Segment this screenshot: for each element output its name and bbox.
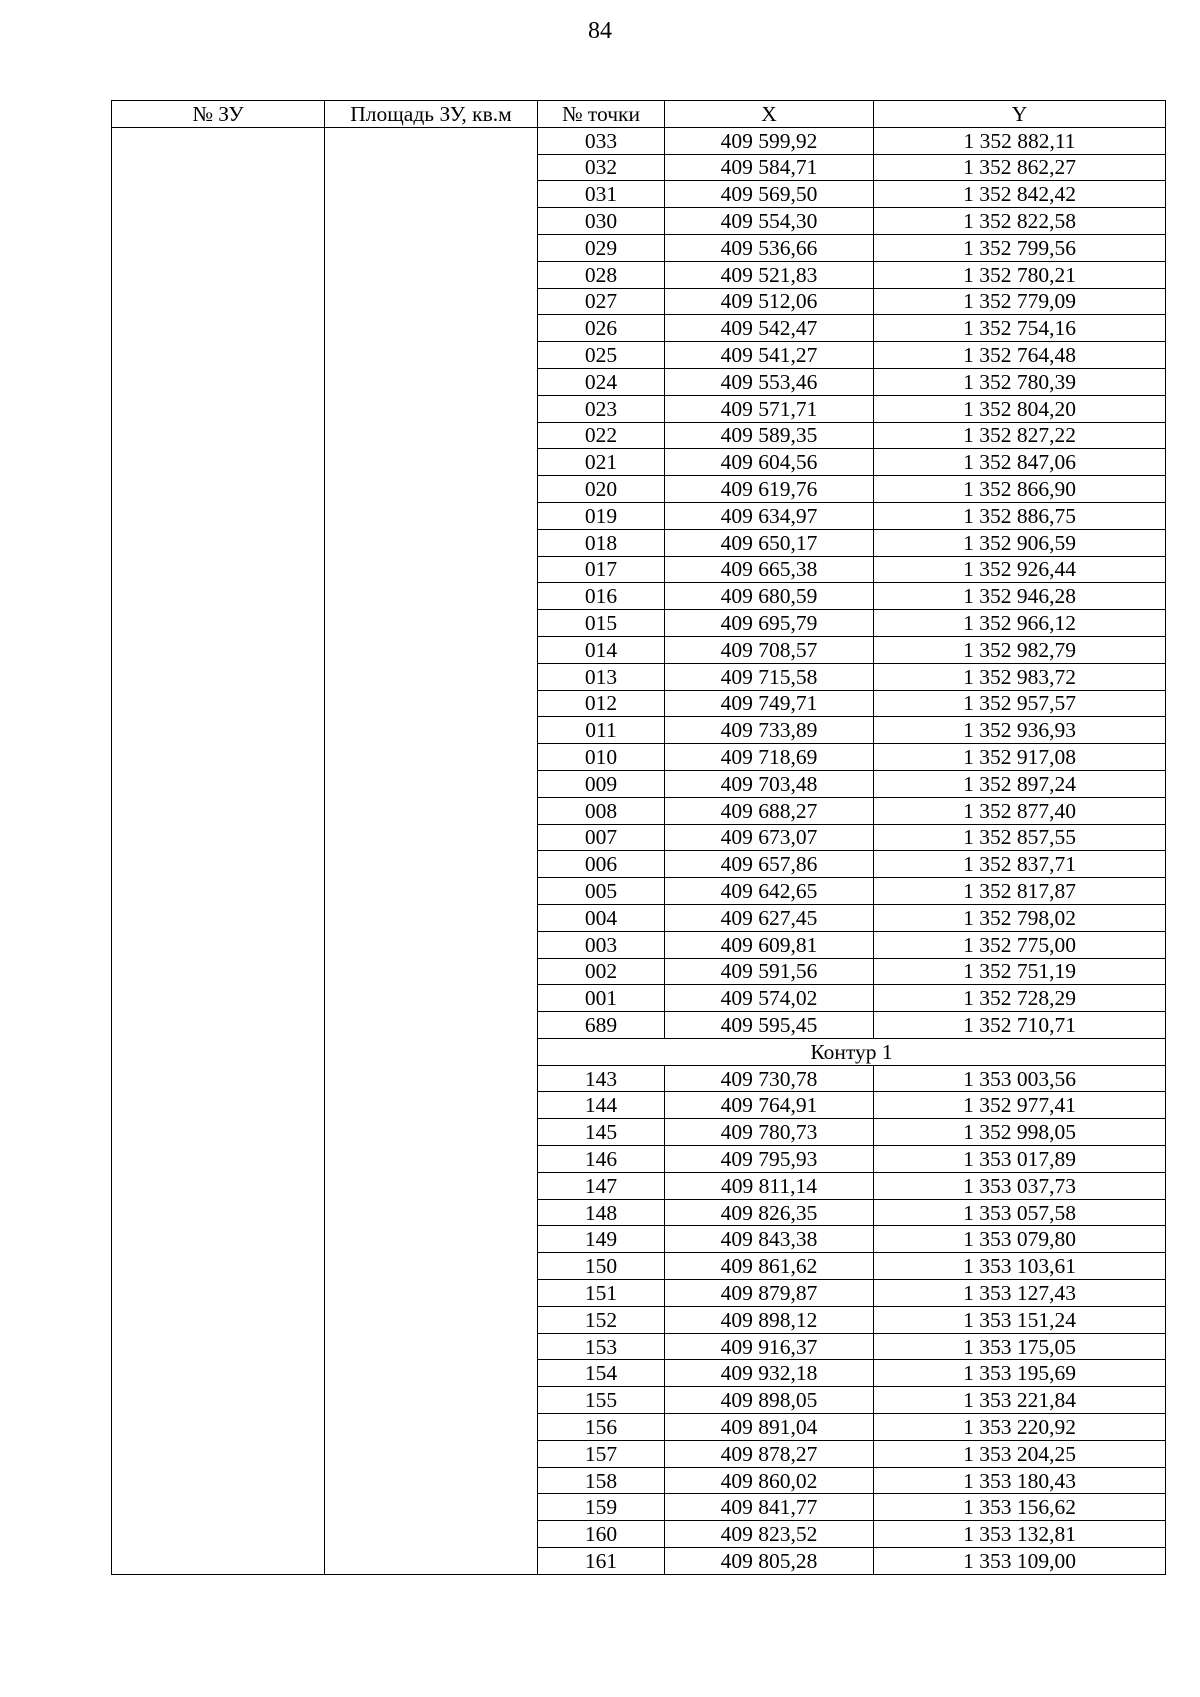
x-coordinate-cell: 409 898,05	[665, 1387, 874, 1414]
y-coordinate-cell: 1 352 866,90	[874, 476, 1166, 503]
point-number-cell: 146	[538, 1146, 665, 1173]
x-coordinate-cell: 409 826,35	[665, 1199, 874, 1226]
header-area: Площадь ЗУ, кв.м	[325, 101, 538, 128]
y-coordinate-cell: 1 352 982,79	[874, 636, 1166, 663]
y-coordinate-cell: 1 352 842,42	[874, 181, 1166, 208]
point-number-cell: 147	[538, 1172, 665, 1199]
y-coordinate-cell: 1 352 710,71	[874, 1012, 1166, 1039]
x-coordinate-cell: 409 695,79	[665, 610, 874, 637]
x-coordinate-cell: 409 879,87	[665, 1280, 874, 1307]
y-coordinate-cell: 1 353 180,43	[874, 1467, 1166, 1494]
point-number-cell: 151	[538, 1280, 665, 1307]
x-coordinate-cell: 409 749,71	[665, 690, 874, 717]
x-coordinate-cell: 409 541,27	[665, 342, 874, 369]
x-coordinate-cell: 409 891,04	[665, 1414, 874, 1441]
x-coordinate-cell: 409 673,07	[665, 824, 874, 851]
y-coordinate-cell: 1 353 003,56	[874, 1065, 1166, 1092]
x-coordinate-cell: 409 795,93	[665, 1146, 874, 1173]
x-coordinate-cell: 409 589,35	[665, 422, 874, 449]
header-zu-number: № ЗУ	[112, 101, 325, 128]
x-coordinate-cell: 409 823,52	[665, 1521, 874, 1548]
point-number-cell: 009	[538, 770, 665, 797]
x-coordinate-cell: 409 553,46	[665, 368, 874, 395]
point-number-cell: 154	[538, 1360, 665, 1387]
point-number-cell: 001	[538, 985, 665, 1012]
y-coordinate-cell: 1 352 917,08	[874, 744, 1166, 771]
y-coordinate-cell: 1 352 946,28	[874, 583, 1166, 610]
y-coordinate-cell: 1 352 998,05	[874, 1119, 1166, 1146]
x-coordinate-cell: 409 591,56	[665, 958, 874, 985]
point-number-cell: 031	[538, 181, 665, 208]
y-coordinate-cell: 1 352 837,71	[874, 851, 1166, 878]
point-number-cell: 029	[538, 234, 665, 261]
point-number-cell: 689	[538, 1012, 665, 1039]
x-coordinate-cell: 409 764,91	[665, 1092, 874, 1119]
y-coordinate-cell: 1 353 220,92	[874, 1414, 1166, 1441]
area-cell	[325, 127, 538, 1574]
point-number-cell: 003	[538, 931, 665, 958]
x-coordinate-cell: 409 811,14	[665, 1172, 874, 1199]
point-number-cell: 144	[538, 1092, 665, 1119]
y-coordinate-cell: 1 352 798,02	[874, 904, 1166, 931]
x-coordinate-cell: 409 634,97	[665, 502, 874, 529]
x-coordinate-cell: 409 916,37	[665, 1333, 874, 1360]
x-coordinate-cell: 409 657,86	[665, 851, 874, 878]
point-number-cell: 027	[538, 288, 665, 315]
y-coordinate-cell: 1 352 906,59	[874, 529, 1166, 556]
point-number-cell: 032	[538, 154, 665, 181]
point-number-cell: 156	[538, 1414, 665, 1441]
y-coordinate-cell: 1 352 822,58	[874, 208, 1166, 235]
header-x: X	[665, 101, 874, 128]
point-number-cell: 016	[538, 583, 665, 610]
x-coordinate-cell: 409 932,18	[665, 1360, 874, 1387]
point-number-cell: 020	[538, 476, 665, 503]
y-coordinate-cell: 1 352 926,44	[874, 556, 1166, 583]
x-coordinate-cell: 409 521,83	[665, 261, 874, 288]
coordinates-table	[111, 100, 1166, 1575]
y-coordinate-cell: 1 352 799,56	[874, 234, 1166, 261]
x-coordinate-cell: 409 898,12	[665, 1306, 874, 1333]
x-coordinate-cell: 409 650,17	[665, 529, 874, 556]
y-coordinate-cell: 1 353 204,25	[874, 1440, 1166, 1467]
y-coordinate-cell: 1 352 886,75	[874, 502, 1166, 529]
y-coordinate-cell: 1 352 751,19	[874, 958, 1166, 985]
y-coordinate-cell: 1 353 195,69	[874, 1360, 1166, 1387]
point-number-cell: 018	[538, 529, 665, 556]
x-coordinate-cell: 409 512,06	[665, 288, 874, 315]
page-number: 84	[588, 18, 612, 44]
y-coordinate-cell: 1 352 827,22	[874, 422, 1166, 449]
point-number-cell: 159	[538, 1494, 665, 1521]
x-coordinate-cell: 409 688,27	[665, 797, 874, 824]
point-number-cell: 019	[538, 502, 665, 529]
point-number-cell: 033	[538, 127, 665, 154]
y-coordinate-cell: 1 352 862,27	[874, 154, 1166, 181]
y-coordinate-cell: 1 352 847,06	[874, 449, 1166, 476]
y-coordinate-cell: 1 353 127,43	[874, 1280, 1166, 1307]
x-coordinate-cell: 409 542,47	[665, 315, 874, 342]
y-coordinate-cell: 1 352 983,72	[874, 663, 1166, 690]
y-coordinate-cell: 1 352 780,21	[874, 261, 1166, 288]
point-number-cell: 157	[538, 1440, 665, 1467]
point-number-cell: 150	[538, 1253, 665, 1280]
y-coordinate-cell: 1 353 037,73	[874, 1172, 1166, 1199]
x-coordinate-cell: 409 715,58	[665, 663, 874, 690]
x-coordinate-cell: 409 780,73	[665, 1119, 874, 1146]
table-row	[112, 127, 1166, 154]
y-coordinate-cell: 1 352 857,55	[874, 824, 1166, 851]
x-coordinate-cell: 409 733,89	[665, 717, 874, 744]
header-y: Y	[874, 101, 1166, 128]
y-coordinate-cell: 1 352 957,57	[874, 690, 1166, 717]
x-coordinate-cell: 409 860,02	[665, 1467, 874, 1494]
point-number-cell: 023	[538, 395, 665, 422]
y-coordinate-cell: 1 353 017,89	[874, 1146, 1166, 1173]
x-coordinate-cell: 409 805,28	[665, 1548, 874, 1575]
x-coordinate-cell: 409 574,02	[665, 985, 874, 1012]
x-coordinate-cell: 409 843,38	[665, 1226, 874, 1253]
x-coordinate-cell: 409 642,65	[665, 878, 874, 905]
x-coordinate-cell: 409 571,71	[665, 395, 874, 422]
y-coordinate-cell: 1 352 764,48	[874, 342, 1166, 369]
point-number-cell: 025	[538, 342, 665, 369]
zu-number-cell	[112, 127, 325, 1574]
point-number-cell: 010	[538, 744, 665, 771]
x-coordinate-cell: 409 599,92	[665, 127, 874, 154]
y-coordinate-cell: 1 353 156,62	[874, 1494, 1166, 1521]
point-number-cell: 013	[538, 663, 665, 690]
point-number-cell: 004	[538, 904, 665, 931]
x-coordinate-cell: 409 665,38	[665, 556, 874, 583]
point-number-cell: 021	[538, 449, 665, 476]
point-number-cell: 006	[538, 851, 665, 878]
point-number-cell: 011	[538, 717, 665, 744]
y-coordinate-cell: 1 352 977,41	[874, 1092, 1166, 1119]
x-coordinate-cell: 409 536,66	[665, 234, 874, 261]
y-coordinate-cell: 1 353 057,58	[874, 1199, 1166, 1226]
contour-label: Контур 1	[538, 1038, 1166, 1065]
y-coordinate-cell: 1 352 877,40	[874, 797, 1166, 824]
y-coordinate-cell: 1 353 151,24	[874, 1306, 1166, 1333]
point-number-cell: 015	[538, 610, 665, 637]
x-coordinate-cell: 409 609,81	[665, 931, 874, 958]
point-number-cell: 158	[538, 1467, 665, 1494]
point-number-cell: 005	[538, 878, 665, 905]
point-number-cell: 149	[538, 1226, 665, 1253]
point-number-cell: 002	[538, 958, 665, 985]
x-coordinate-cell: 409 841,77	[665, 1494, 874, 1521]
y-coordinate-cell: 1 352 882,11	[874, 127, 1166, 154]
y-coordinate-cell: 1 352 936,93	[874, 717, 1166, 744]
point-number-cell: 024	[538, 368, 665, 395]
point-number-cell: 145	[538, 1119, 665, 1146]
y-coordinate-cell: 1 353 132,81	[874, 1521, 1166, 1548]
y-coordinate-cell: 1 352 728,29	[874, 985, 1166, 1012]
x-coordinate-cell: 409 861,62	[665, 1253, 874, 1280]
point-number-cell: 161	[538, 1548, 665, 1575]
y-coordinate-cell: 1 352 754,16	[874, 315, 1166, 342]
point-number-cell: 148	[538, 1199, 665, 1226]
x-coordinate-cell: 409 680,59	[665, 583, 874, 610]
point-number-cell: 022	[538, 422, 665, 449]
point-number-cell: 007	[538, 824, 665, 851]
y-coordinate-cell: 1 352 779,09	[874, 288, 1166, 315]
y-coordinate-cell: 1 352 966,12	[874, 610, 1166, 637]
y-coordinate-cell: 1 353 221,84	[874, 1387, 1166, 1414]
y-coordinate-cell: 1 353 103,61	[874, 1253, 1166, 1280]
x-coordinate-cell: 409 569,50	[665, 181, 874, 208]
point-number-cell: 160	[538, 1521, 665, 1548]
x-coordinate-cell: 409 554,30	[665, 208, 874, 235]
point-number-cell: 017	[538, 556, 665, 583]
x-coordinate-cell: 409 584,71	[665, 154, 874, 181]
x-coordinate-cell: 409 703,48	[665, 770, 874, 797]
header-point-number: № точки	[538, 101, 665, 128]
y-coordinate-cell: 1 353 079,80	[874, 1226, 1166, 1253]
y-coordinate-cell: 1 352 780,39	[874, 368, 1166, 395]
point-number-cell: 143	[538, 1065, 665, 1092]
y-coordinate-cell: 1 353 109,00	[874, 1548, 1166, 1575]
point-number-cell: 028	[538, 261, 665, 288]
x-coordinate-cell: 409 730,78	[665, 1065, 874, 1092]
point-number-cell: 030	[538, 208, 665, 235]
y-coordinate-cell: 1 352 804,20	[874, 395, 1166, 422]
x-coordinate-cell: 409 619,76	[665, 476, 874, 503]
x-coordinate-cell: 409 878,27	[665, 1440, 874, 1467]
x-coordinate-cell: 409 627,45	[665, 904, 874, 931]
x-coordinate-cell: 409 708,57	[665, 636, 874, 663]
point-number-cell: 026	[538, 315, 665, 342]
point-number-cell: 153	[538, 1333, 665, 1360]
x-coordinate-cell: 409 604,56	[665, 449, 874, 476]
table-body	[112, 127, 1166, 1574]
x-coordinate-cell: 409 718,69	[665, 744, 874, 771]
table-header-row	[112, 101, 1166, 128]
y-coordinate-cell: 1 352 817,87	[874, 878, 1166, 905]
point-number-cell: 008	[538, 797, 665, 824]
x-coordinate-cell: 409 595,45	[665, 1012, 874, 1039]
y-coordinate-cell: 1 352 897,24	[874, 770, 1166, 797]
point-number-cell: 155	[538, 1387, 665, 1414]
y-coordinate-cell: 1 352 775,00	[874, 931, 1166, 958]
point-number-cell: 152	[538, 1306, 665, 1333]
point-number-cell: 014	[538, 636, 665, 663]
point-number-cell: 012	[538, 690, 665, 717]
y-coordinate-cell: 1 353 175,05	[874, 1333, 1166, 1360]
